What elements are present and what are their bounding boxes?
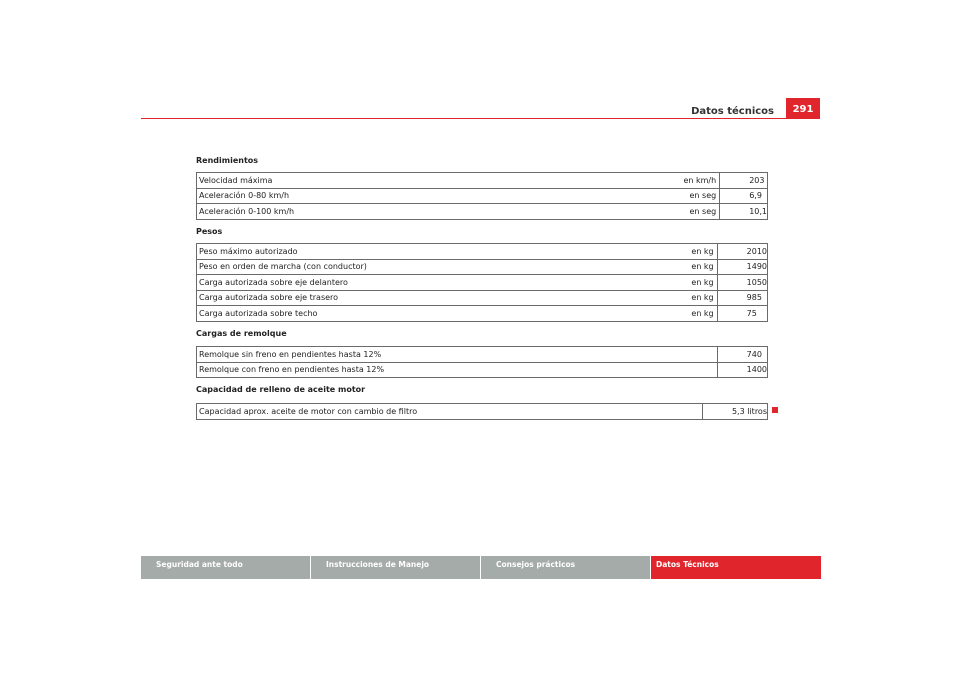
row-value: 985: [717, 290, 767, 306]
row-unit: [468, 347, 718, 363]
row-unit: en km/h: [460, 173, 720, 189]
table-rendimientos: [196, 172, 768, 220]
row-value: 6,9: [720, 188, 768, 204]
row-unit: en seg: [460, 188, 720, 204]
table-aceite-motor: [196, 403, 768, 420]
row-value: 2010: [717, 244, 767, 260]
row-value: 203: [720, 173, 768, 189]
header-divider: [141, 118, 820, 119]
page-number-badge: 291: [786, 98, 820, 119]
table-row: [197, 347, 768, 363]
row-unit: en kg: [465, 244, 717, 260]
row-label: Velocidad máxima: [197, 173, 460, 189]
table-row: [197, 362, 768, 378]
table-row: [197, 404, 768, 420]
row-value: 10,1: [720, 204, 768, 220]
row-value: 1490: [717, 259, 767, 275]
table-row: [197, 244, 768, 260]
end-of-section-marker: [772, 407, 778, 413]
table-row: [197, 275, 768, 291]
tab-seguridad-ante-todo[interactable]: Seguridad ante todo: [141, 556, 310, 579]
row-value: 75: [717, 306, 767, 322]
row-unit: en kg: [465, 306, 717, 322]
row-label: Carga autorizada sobre eje delantero: [197, 275, 466, 291]
row-unit: en kg: [465, 290, 717, 306]
row-label: Remolque con freno en pendientes hasta 12%: [197, 362, 468, 378]
row-label: Capacidad aprox. aceite de motor con cambio de filtro: [197, 404, 469, 420]
row-label: Peso en orden de marcha (con conductor): [197, 259, 466, 275]
row-unit: [469, 404, 703, 420]
table-row: [197, 204, 768, 220]
table-pesos: [196, 243, 768, 322]
page-header-title: Datos técnicos: [691, 106, 774, 117]
table-row: [197, 259, 768, 275]
section-title-pesos: Pesos: [196, 227, 223, 236]
tab-consejos-practicos[interactable]: Consejos prácticos: [481, 556, 650, 579]
section-title-cargas-remolque: Cargas de remolque: [196, 329, 287, 338]
row-value: 1050: [717, 275, 767, 291]
row-label: Carga autorizada sobre eje trasero: [197, 290, 466, 306]
row-unit: en kg: [465, 259, 717, 275]
tab-datos-tecnicos[interactable]: Datos Técnicos: [651, 556, 821, 579]
row-label: Aceleración 0-80 km/h: [197, 188, 460, 204]
row-value: 740: [717, 347, 767, 363]
table-row: [197, 173, 768, 189]
row-label: Aceleración 0-100 km/h: [197, 204, 460, 220]
row-unit: [468, 362, 718, 378]
section-title-aceite-motor: Capacidad de relleno de aceite motor: [196, 385, 366, 394]
row-value: 1400: [717, 362, 767, 378]
row-label: Peso máximo autorizado: [197, 244, 466, 260]
row-label: Carga autorizada sobre techo: [197, 306, 466, 322]
row-unit: en kg: [465, 275, 717, 291]
footer-chapter-tabs: [141, 556, 821, 579]
table-row: [197, 290, 768, 306]
table-row: [197, 188, 768, 204]
row-label: Remolque sin freno en pendientes hasta 12%: [197, 347, 468, 363]
row-unit: en seg: [460, 204, 720, 220]
row-value: 5,3 litros: [702, 404, 767, 420]
section-title-rendimientos: Rendimientos: [196, 156, 259, 165]
table-row: [197, 306, 768, 322]
tab-instrucciones-de-manejo[interactable]: Instrucciones de Manejo: [311, 556, 480, 579]
table-cargas-remolque: [196, 346, 768, 378]
